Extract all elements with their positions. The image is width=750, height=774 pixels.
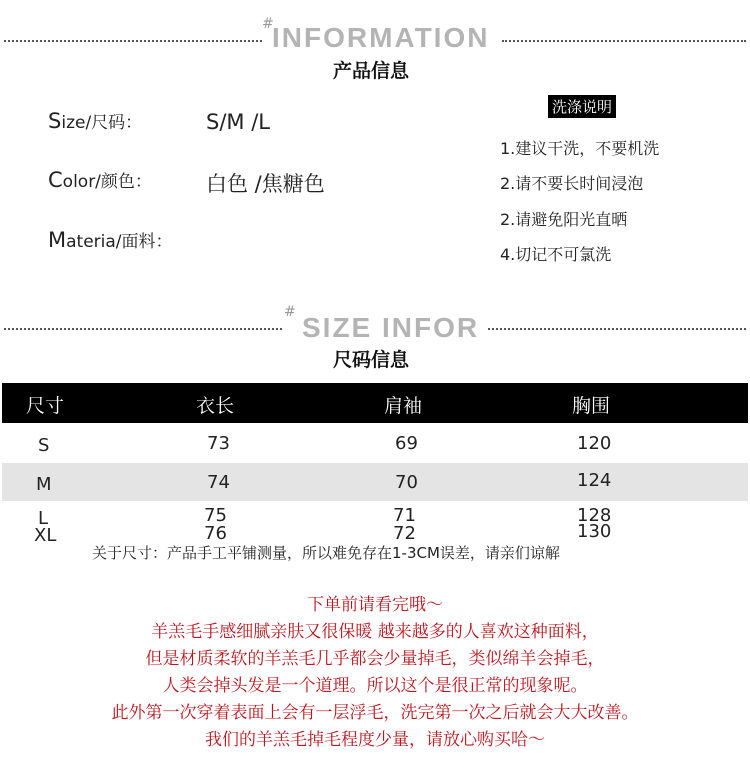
table-cell: 76 xyxy=(204,523,227,544)
table-cell: 124 xyxy=(577,470,612,491)
table-cell: S xyxy=(38,435,50,456)
notice-line: 我们的羊羔毛掉毛程度少量，请放心购买哈～ xyxy=(205,730,545,750)
size-info-subtitle: 尺码信息 xyxy=(333,349,410,371)
dotted-divider-left xyxy=(4,328,282,330)
information-header xyxy=(0,16,750,60)
table-cell: 120 xyxy=(577,433,612,454)
table-cell: 71 xyxy=(393,505,416,526)
table-row xyxy=(2,503,748,529)
size-value: S/M /L xyxy=(206,110,270,134)
table-cell: 75 xyxy=(204,505,227,526)
table-cell: 72 xyxy=(393,523,416,544)
column-header-shoulder-sleeve: 肩袖 xyxy=(384,395,423,417)
table-cell: 73 xyxy=(207,433,230,454)
notice-line: 人类会掉头发是一个道理。所以这个是很正常的现象呢。 xyxy=(162,676,588,696)
hash-mark: # xyxy=(262,16,274,32)
notice-line: 羊羔毛手感细腻亲肤又很保暖 越来越多的人喜欢这种面料， xyxy=(151,622,599,642)
column-header-chest: 胸围 xyxy=(572,395,611,417)
wash-item: 2.请不要长时间浸泡 xyxy=(500,174,644,193)
information-title: INFORMATION xyxy=(272,22,490,53)
wash-item: 1.建议干洗，不要机洗 xyxy=(500,139,660,158)
table-cell: M xyxy=(36,474,52,495)
column-header-length: 衣长 xyxy=(196,395,235,417)
notice-line: 但是材质柔软的羊羔毛几乎都会少量掉毛，类似绵羊会掉毛， xyxy=(145,649,605,669)
table-row xyxy=(2,463,748,501)
color-value: 白色 /焦糖色 xyxy=(206,172,325,196)
dotted-divider-left xyxy=(4,40,262,42)
column-header-size: 尺寸 xyxy=(26,395,65,417)
table-cell: XL xyxy=(34,525,57,546)
table-cell: 69 xyxy=(395,433,418,454)
color-label: Color/颜色： xyxy=(48,168,152,192)
size-measurement-note: 关于尺寸：产品手工平铺测量，所以难免存在1-3CM误差，请亲们谅解 xyxy=(92,544,560,562)
size-table-header xyxy=(2,383,748,423)
dotted-divider-right xyxy=(488,328,746,330)
table-row xyxy=(2,425,748,463)
table-row xyxy=(2,521,748,546)
dotted-divider-right xyxy=(502,40,746,42)
wash-item: 2.请避免阳光直晒 xyxy=(500,210,628,229)
table-cell: 74 xyxy=(207,472,230,493)
notice-line: 此外第一次穿着表面上会有一层浮毛，洗完第一次之后就会大大改善。 xyxy=(111,703,639,723)
wash-item: 4.切记不可氯洗 xyxy=(500,245,612,264)
hash-mark: # xyxy=(284,304,296,320)
size-info-header xyxy=(0,304,750,348)
table-cell: 130 xyxy=(577,521,612,542)
table-cell: 70 xyxy=(395,472,418,493)
product-info-subtitle: 产品信息 xyxy=(333,60,410,82)
notice-line: 下单前请看完哦～ xyxy=(307,595,443,615)
table-cell: 128 xyxy=(577,505,612,526)
size-label: Size/尺码： xyxy=(48,109,143,133)
wash-instructions-badge: 洗涤说明 xyxy=(548,95,616,118)
material-label: Materia/面料： xyxy=(48,228,173,252)
size-info-title: SIZE INFOR xyxy=(302,312,480,343)
table-cell: L xyxy=(38,508,49,529)
